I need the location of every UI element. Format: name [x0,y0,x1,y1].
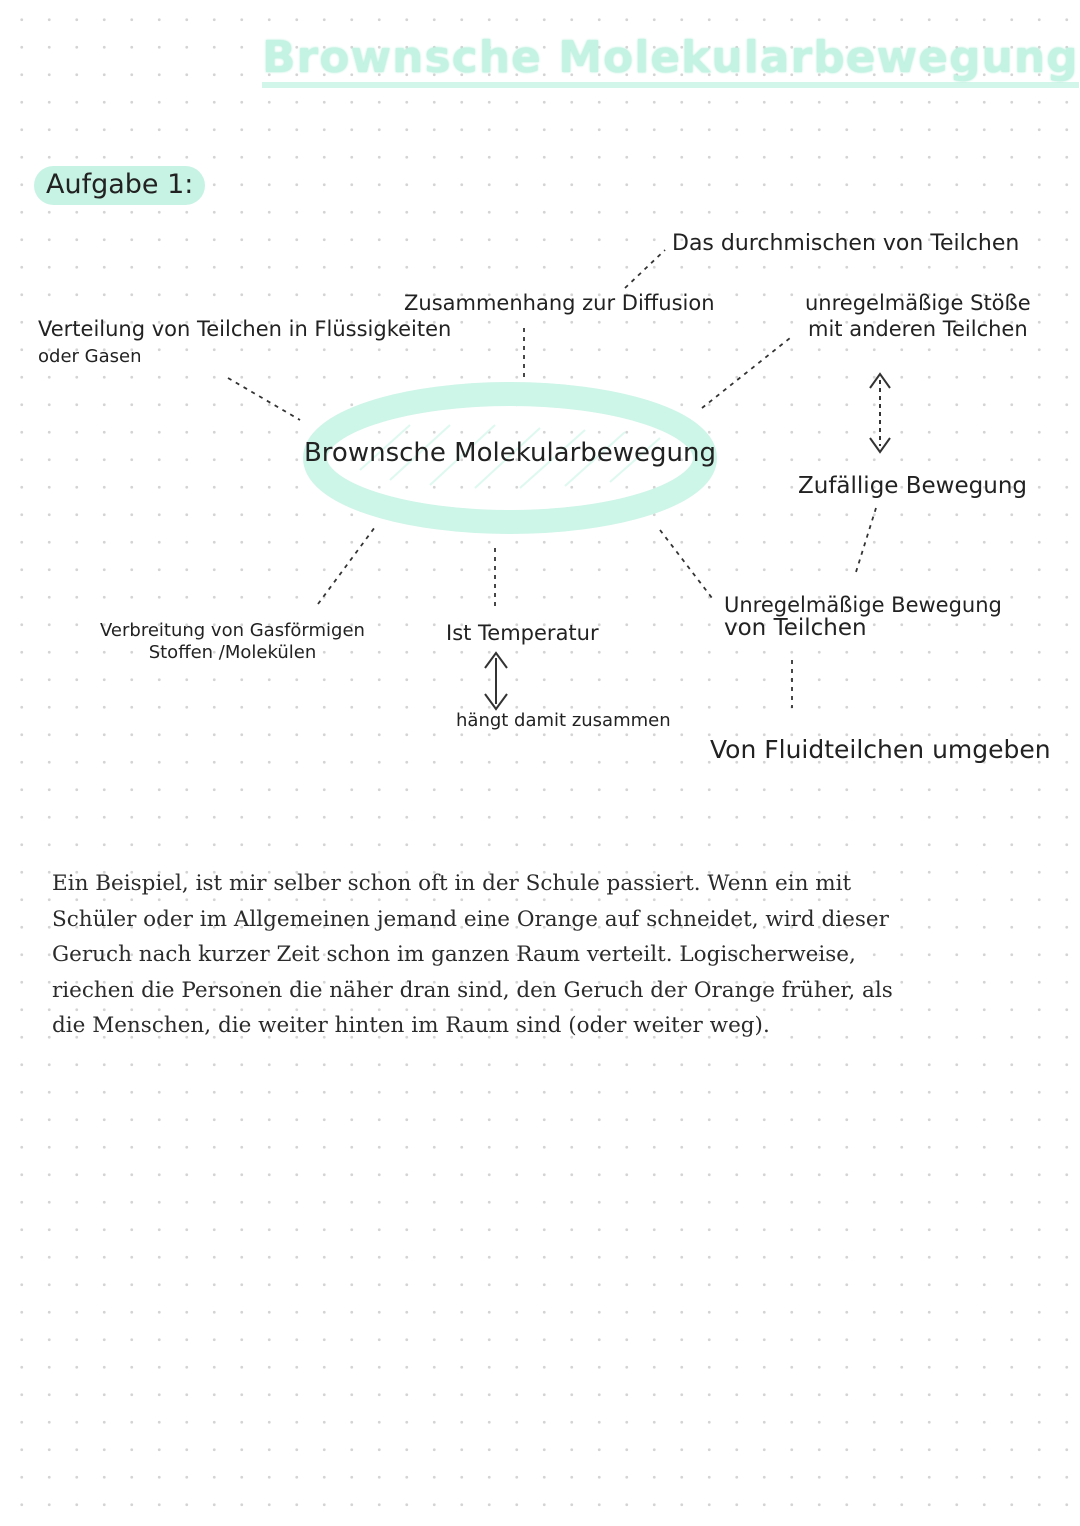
paragraph-line: die Menschen, die weiter hinten im Raum sind (oder weiter weg). [52,1013,770,1039]
node-verbreitung-line1: Verbreitung von Gasförmigen [100,620,365,641]
node-zufaellig: Zufällige Bewegung [798,473,1028,499]
connector-durchmischen [625,250,665,288]
paragraph-line: riechen die Personen die näher dran sind, den Geruch der Orange früher, als [52,977,893,1003]
connector-zufaellig [856,508,876,572]
node-stoesse-line2: mit anderen Teilchen [808,317,1028,342]
node-unregelmaessig [724,592,1002,643]
node-durchmischen: Das durchmischen von Teilchen [672,231,1020,256]
node-haengt: hängt damit zusammen [456,710,671,731]
connector-unregelmaessig [660,530,712,598]
node-verteilung-line1: Verteilung von Teilchen in Flüssigkeiten [38,317,452,341]
paragraph-line: Schüler oder im Allgemeinen jemand eine Orange auf schneidet, wird dieser [52,906,889,932]
node-stoesse-line1: unregelmäßige Stöße [805,291,1031,315]
node-verbreitung [100,620,365,663]
paragraph-line: Geruch nach kurzer Zeit schon im ganzen Raum verteilt. Logischerweise, [52,942,856,968]
double-arrow-temperatur [485,653,507,709]
node-unregelmaessig-line2: von Teilchen [724,615,867,642]
node-fluid: Von Fluidteilchen umgeben [710,735,1051,764]
node-verteilung-line2: oder Gasen [38,346,142,368]
node-verteilung [38,316,451,368]
page-title: Brownsche Molekularbewegung [262,34,1079,88]
example-paragraph [52,866,952,1044]
double-arrow-stoesse [870,374,890,452]
node-unregelmaessig-line1: Unregelmäßige Bewegung [724,593,1002,617]
node-verbreitung-line2: Stoffen /Molekülen [148,641,317,663]
node-zusammenhang: Zusammenhang zur Diffusion [404,291,715,315]
node-temperatur: Ist Temperatur [446,621,599,645]
paragraph-line: Ein Beispiel, ist mir selber schon oft in der Schule passiert. Wenn ein mit [52,871,852,896]
connector-verteilung [228,378,300,420]
connector-verbreitung [318,527,375,604]
connector-stoesse [702,338,790,408]
center-label: Brownsche Molekularbewegung [303,438,717,468]
node-stoesse [805,290,1031,343]
task-label: Aufgabe 1: [34,166,205,205]
